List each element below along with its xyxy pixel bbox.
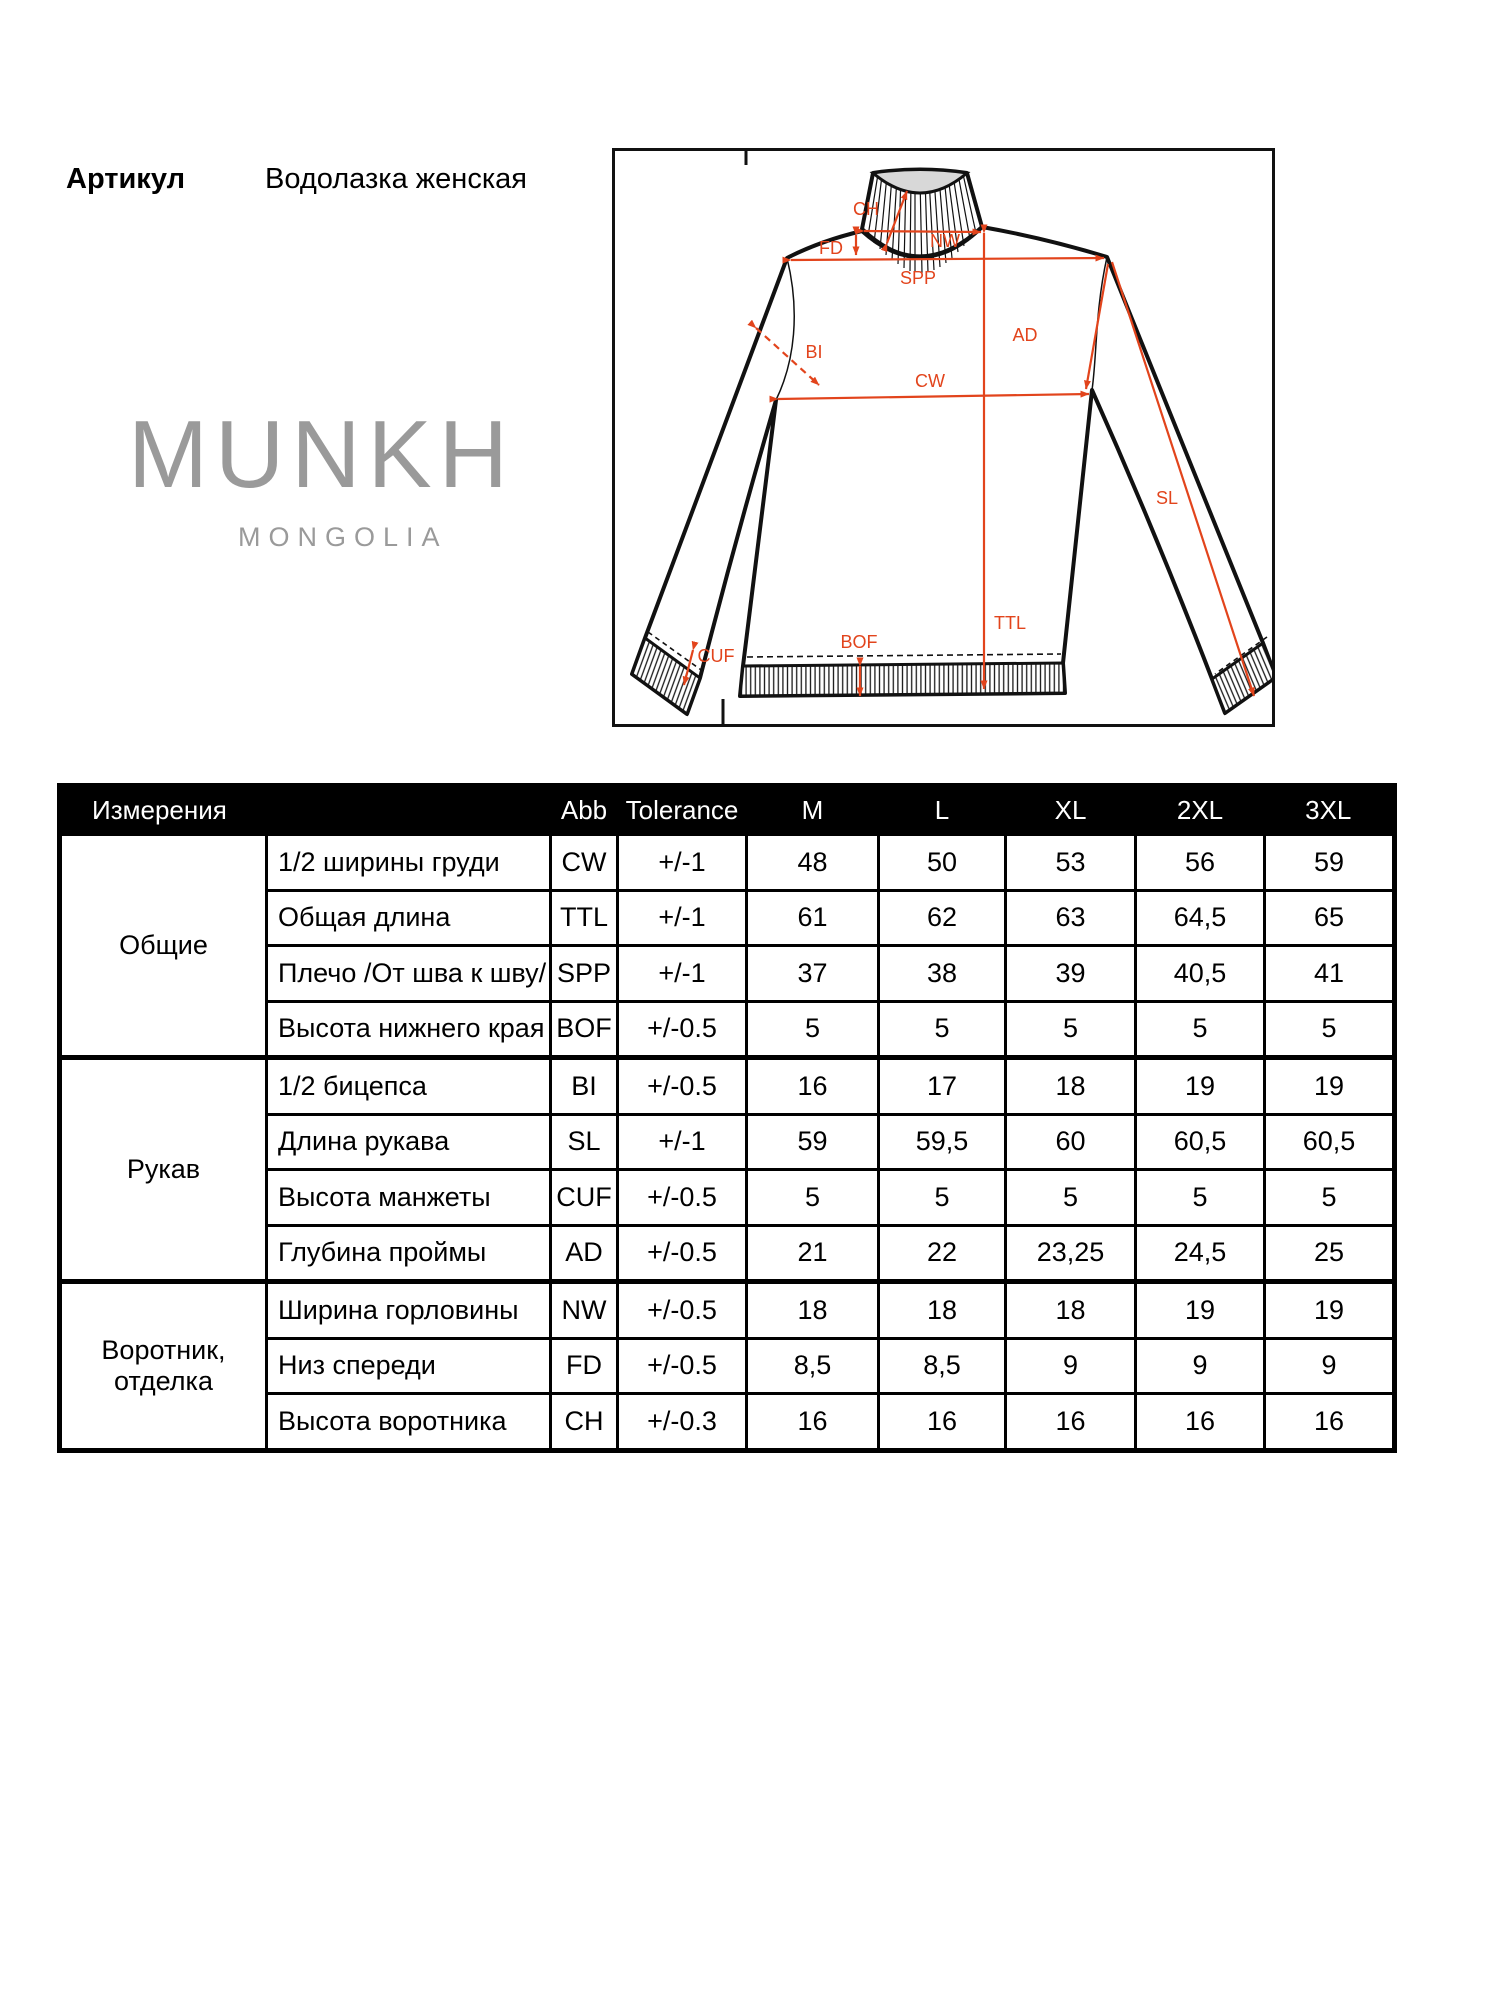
value-cell: 59 [747, 1114, 879, 1170]
header-size-xl: XL [1006, 786, 1136, 835]
table-border-overshoot [57, 1404, 62, 1413]
value-cell: 50 [879, 835, 1006, 891]
value-cell: 64,5 [1136, 890, 1265, 946]
table-row [60, 1058, 1395, 1115]
abb-cell: BI [551, 1058, 618, 1115]
value-cell: 22 [879, 1225, 1006, 1282]
value-cell: 53 [1006, 835, 1136, 891]
header-abb: Abb [551, 786, 618, 835]
ad-label: AD [1012, 325, 1038, 345]
value-cell: 60 [1006, 1114, 1136, 1170]
abb-cell: CW [551, 835, 618, 891]
bi-label: BI [805, 342, 823, 362]
tolerance-cell: +/-1 [618, 835, 747, 891]
measure-name: Ширина горловины [267, 1282, 551, 1339]
nw-line [864, 231, 981, 232]
header-tolerance: Tolerance [618, 786, 747, 835]
value-cell: 59 [1265, 835, 1395, 891]
abb-cell: AD [551, 1225, 618, 1282]
nw-label: NW [930, 231, 960, 251]
group-label-general: Общие [60, 835, 267, 1058]
value-cell: 39 [1006, 946, 1136, 1002]
measure-name: Высота манжеты [267, 1170, 551, 1226]
tolerance-cell: +/-1 [618, 890, 747, 946]
value-cell: 23,25 [1006, 1225, 1136, 1282]
value-cell: 19 [1136, 1058, 1265, 1115]
value-cell: 60,5 [1265, 1114, 1395, 1170]
value-cell: 8,5 [879, 1338, 1006, 1394]
value-cell: 65 [1265, 890, 1395, 946]
header-size-3xl: 3XL [1265, 786, 1395, 835]
sweater-drawing [615, 151, 1272, 724]
table-row [60, 1282, 1395, 1339]
hem-ribbing [740, 663, 1065, 696]
value-cell: 18 [747, 1282, 879, 1339]
value-cell: 62 [879, 890, 1006, 946]
value-cell: 5 [1006, 1001, 1136, 1058]
value-cell: 61 [747, 890, 879, 946]
abb-cell: TTL [551, 890, 618, 946]
value-cell: 5 [747, 1001, 879, 1058]
value-cell: 5 [1006, 1170, 1136, 1226]
value-cell: 16 [747, 1058, 879, 1115]
header-size-2xl: 2XL [1136, 786, 1265, 835]
value-cell: 16 [747, 1394, 879, 1451]
fd-label: FD [819, 238, 843, 258]
group-label-sleeve: Рукав [60, 1058, 267, 1282]
brand-subtitle: MONGOLIA [238, 522, 448, 552]
value-cell: 16 [1265, 1394, 1395, 1451]
article-label: Артикул [66, 163, 185, 195]
article-value: Водолазка женская [265, 163, 527, 195]
value-cell: 56 [1136, 835, 1265, 891]
value-cell: 5 [747, 1170, 879, 1226]
value-cell: 37 [747, 946, 879, 1002]
sl-label: SL [1155, 488, 1179, 508]
garment-diagram [612, 148, 1275, 727]
value-cell: 5 [1136, 1001, 1265, 1058]
value-cell: 19 [1265, 1282, 1395, 1339]
measure-name: Высота нижнего края [267, 1001, 551, 1058]
abb-cell: FD [551, 1338, 618, 1394]
tolerance-cell: +/-0.5 [618, 1001, 747, 1058]
ttl-label: TTL [993, 613, 1027, 633]
value-cell: 8,5 [747, 1338, 879, 1394]
value-cell: 9 [1006, 1338, 1136, 1394]
value-cell: 41 [1265, 946, 1395, 1002]
value-cell: 5 [1265, 1001, 1395, 1058]
abb-cell: SPP [551, 946, 618, 1002]
tolerance-cell: +/-0.5 [618, 1225, 747, 1282]
value-cell: 25 [1265, 1225, 1395, 1282]
brand-name: MUNKH [128, 401, 515, 508]
value-cell: 16 [1006, 1394, 1136, 1451]
tolerance-cell: +/-1 [618, 946, 747, 1002]
table-row [60, 835, 1395, 891]
measure-name: 1/2 ширины груди [267, 835, 551, 891]
measure-name: Длина рукава [267, 1114, 551, 1170]
abb-cell: BOF [551, 1001, 618, 1058]
value-cell: 18 [879, 1282, 1006, 1339]
value-cell: 63 [1006, 890, 1136, 946]
sweater-body-outline [632, 227, 1272, 714]
header-size-l: L [879, 786, 1006, 835]
value-cell: 5 [1136, 1170, 1265, 1226]
value-cell: 60,5 [1136, 1114, 1265, 1170]
table-header-row [60, 786, 1395, 835]
value-cell: 40,5 [1136, 946, 1265, 1002]
measure-name: Высота воротника [267, 1394, 551, 1451]
value-cell: 18 [1006, 1282, 1136, 1339]
value-cell: 5 [1265, 1170, 1395, 1226]
value-cell: 16 [879, 1394, 1006, 1451]
ch-label: CH [853, 199, 879, 219]
tolerance-cell: +/-1 [618, 1114, 747, 1170]
tolerance-cell: +/-0.5 [618, 1338, 747, 1394]
cuf-label: CUF [697, 646, 735, 666]
tolerance-cell: +/-0.5 [618, 1058, 747, 1115]
value-cell: 9 [1265, 1338, 1395, 1394]
header-measure: Измерения [60, 786, 551, 835]
abb-cell: NW [551, 1282, 618, 1339]
group-label-collar: Воротник, отделка [60, 1282, 267, 1451]
value-cell: 24,5 [1136, 1225, 1265, 1282]
spp-label: SPP [899, 268, 937, 288]
value-cell: 18 [1006, 1058, 1136, 1115]
measure-name: Низ спереди [267, 1338, 551, 1394]
measure-name: 1/2 бицепса [267, 1058, 551, 1115]
value-cell: 19 [1136, 1282, 1265, 1339]
value-cell: 19 [1265, 1058, 1395, 1115]
bof-label: BOF [840, 632, 878, 652]
cw-label: CW [915, 371, 945, 391]
abb-cell: CUF [551, 1170, 618, 1226]
measure-name: Общая длина [267, 890, 551, 946]
abb-cell: SL [551, 1114, 618, 1170]
value-cell: 38 [879, 946, 1006, 1002]
tolerance-cell: +/-0.5 [618, 1170, 747, 1226]
value-cell: 21 [747, 1225, 879, 1282]
value-cell: 59,5 [879, 1114, 1006, 1170]
value-cell: 48 [747, 835, 879, 891]
measure-name: Плечо /От шва к шву/ [267, 946, 551, 1002]
value-cell: 16 [1136, 1394, 1265, 1451]
value-cell: 9 [1136, 1338, 1265, 1394]
size-chart-table [57, 783, 1397, 1453]
tolerance-cell: +/-0.5 [618, 1282, 747, 1339]
value-cell: 5 [879, 1001, 1006, 1058]
tolerance-cell: +/-0.3 [618, 1394, 747, 1451]
value-cell: 5 [879, 1170, 1006, 1226]
abb-cell: CH [551, 1394, 618, 1451]
measure-name: Глубина проймы [267, 1225, 551, 1282]
header-size-m: M [747, 786, 879, 835]
value-cell: 17 [879, 1058, 1006, 1115]
